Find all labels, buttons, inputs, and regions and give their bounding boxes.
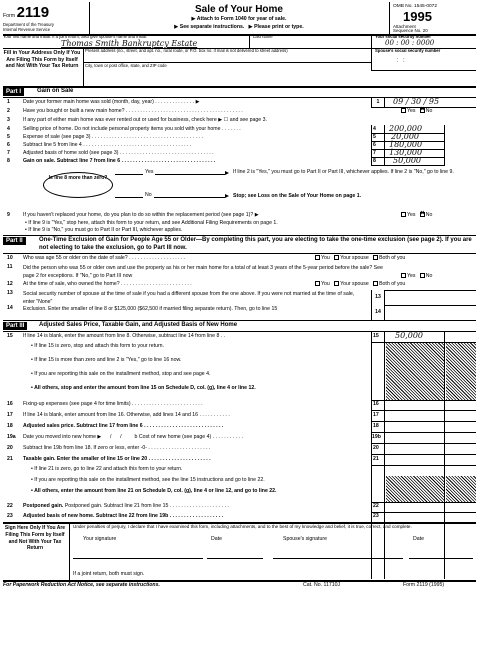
date-label: Date (211, 536, 222, 542)
if-yes-text: If line 2 is "Yes," you must go to Part II or Part III, whichever applies. If line 2 is "No," go to line 9. (233, 169, 454, 175)
part1-label: Part I (3, 88, 24, 96)
date2-label: Date (413, 536, 424, 542)
form-title: Sale of Your Home (195, 4, 283, 15)
decision-no: No (145, 192, 152, 198)
line9-bullet2: • If line 9 is "No," you must go to Part II or Part III, whichever applies. (25, 227, 183, 233)
line4-selling-price[interactable]: 200,000 (389, 124, 423, 133)
line21-text: Taxable gain. Enter the smaller of line 15 or line 20 . . . . . . . . . . . . . . . . . . . . . . (23, 456, 211, 462)
part2-title: One-Time Exclusion of Gain for People Age 55 or Older—By completing this part, you are electing to take the one-time exclusion (see page 2). If you are not electing to take the exclusion, go to Part III now. (39, 237, 472, 251)
line6-subtract[interactable]: 180,000 (389, 140, 423, 149)
line9-checkboxes: Yes × No (401, 212, 432, 219)
line2-checkboxes: Yes × No (401, 108, 432, 115)
line18-text: Adjusted sales price. Subtract line 17 from line 6 . . . . . . . . . . . . . . . . . . . . . . . . . . . . (23, 423, 224, 429)
form-number: 2119 (16, 4, 50, 21)
line12-text: At the time of sale, who owned the home? . . . . . . . . . . . . . . . . . . . . . . . . . (23, 281, 192, 287)
line9-no-checkbox[interactable] (420, 212, 425, 217)
line14-field[interactable] (385, 305, 476, 306)
address-field[interactable]: Present address (no., street, and apt. no., rural route, or P.O. box no. if mail is not delivered to street address) (85, 48, 288, 53)
attach-instruction: ▶ Attach to Form 1040 for year of sale. (191, 16, 287, 22)
spouse-signature-field[interactable] (273, 558, 403, 559)
department-text: Department of the Treasury (3, 22, 54, 27)
sequence-label: Sequence No. 20 (393, 28, 428, 33)
line12-both-checkbox[interactable] (373, 281, 378, 286)
line2-no-checkbox[interactable] (420, 108, 425, 113)
line15-text: If line 14 is blank, enter the amount from line 8. Otherwise, subtract line 14 from line 8 . . (23, 333, 226, 339)
part3-title: Adjusted Sales Price, Taxable Gain, and Adjusted Basis of New Home (39, 322, 238, 328)
ssn-label: Your social security number (375, 34, 432, 39)
line15-bullet1: • If line 15 is zero, stop and attach this form to your return. (31, 343, 165, 349)
line10-checkboxes: You Your spouse Both of you (315, 255, 405, 262)
spouse-ssn-label: Spouse's social security number (375, 48, 441, 53)
line14-text: Exclusion. Enter the smaller of line 8 or $125,000 ($62,500 if married filing separate return). Then, go to line 15 (23, 306, 278, 312)
penalties-statement: Under penalties of perjury, I declare that I have examined this form, including attachments, and to the best of my knowledge and belief, it is true, correct, and complete. (73, 524, 412, 529)
line10-text: Who was age 55 or older on the date of sale? . . . . . . . . . . . . . . . . . . . . (23, 255, 186, 261)
if-no-text: Stop; see Loss on the Sale of Your Home on page 1. (233, 193, 362, 199)
line10-you-checkbox[interactable] (315, 255, 320, 260)
line2-text: Have you bought or built a new main home? . . . . . . . . . . . . . . . . . . . . . . . . . . . . . . . . . . . . . . . . . (23, 108, 243, 114)
line10-both-checkbox[interactable] (373, 255, 378, 260)
line21-bullet2: • If you are reporting this sale on the installment method, see the line 15 instructions and go to line 22. (31, 477, 265, 483)
line11-yes-checkbox[interactable] (401, 273, 406, 278)
spouse-signature-label: Spouse's signature (283, 536, 327, 542)
line5-text: Expense of sale (see page 3) . . . . . . . . . . . . . . . . . . . . . . . . . . . . . . . . . . . . . . . (23, 134, 203, 140)
line8-text: Gain on sale. Subtract line 7 from line 6 . . . . . . . . . . . . . . . . . . . . . . . . . . . . . . . . . (23, 158, 216, 164)
line5-expense[interactable]: 20,000 (391, 132, 419, 141)
joint-return-note: If a joint return, both must sign. (73, 571, 145, 577)
line21-bullet1: • If line 21 is zero, go to line 22 and attach this form to your return. (31, 466, 183, 472)
attachment-label: Attachment (393, 24, 416, 29)
last-name-label: Last name (253, 34, 273, 39)
paperwork-notice: For Paperwork Reduction Act Notice, see separate instructions. (3, 582, 160, 588)
form-label (3, 4, 49, 21)
line22-text: Postponed gain. Postponed gain. Subtract line 21 from line 15 . . . . . . . . . . . . . . . . . . . . . (23, 503, 229, 509)
omb-number: OMB No. 1545-0072 (393, 4, 437, 9)
line9-yes-checkbox[interactable] (401, 212, 406, 217)
line8-decision: Is line 8 more than zero? (43, 172, 113, 198)
line20-text: Subtract line 19b from line 18. If zero or less, enter -0- . . . . . . . . . . . . . . . . . . . . . . (23, 445, 211, 451)
part1-title: Gain on Sale (37, 88, 74, 94)
line13-field[interactable] (385, 290, 476, 291)
decision-yes: Yes (145, 169, 154, 175)
line4-text: Selling price of home. Do not include personal property items you sold with your home . . . . . . . (23, 126, 241, 132)
line2-yes-checkbox[interactable] (401, 108, 406, 113)
line15-bullet2: • If line 15 is more than zero and line 2 is "Yes," go to line 16 now. (31, 357, 182, 363)
line21-bullet3: • All others, enter the amount from line 21 on Schedule D, col. (g), line 4 or line 12, and go to line 22. (31, 488, 277, 494)
line23-text: Adjusted basis of new home. Subtract line 22 from line 19b . . . . . . . . . . . . . . . . . . . (23, 513, 224, 519)
line10-spouse-checkbox[interactable] (334, 255, 339, 260)
your-signature-field[interactable] (73, 558, 203, 559)
tax-year: 1995 (403, 9, 432, 24)
your-signature-label: Your signature (83, 536, 117, 542)
name-label: Your first name and initial. If a joint return, also give spouse's name and initial. (3, 34, 148, 39)
spouse-ssn-field[interactable]: : : (393, 58, 405, 64)
line11-checkboxes: Yes No (401, 273, 432, 280)
line9-bullet1: • If line 9 is "Yes," stop here, attach this form to your return, and see Additional Filing Requirements on page 1. (25, 220, 278, 226)
catalog-number: Cat. No. 11710J (303, 582, 341, 588)
irs-text: Internal Revenue Service (3, 27, 51, 32)
line1-text: Date your former main home was sold (month, day, year) . . . . . . . . . . . . . . ▶ (23, 99, 200, 105)
form-2119-page: Form 2119 Department of the Treasury Internal Revenue Service Sale of Your Home ▶ Attach to Form 1040 for year of sale. ▶ See separate instructions. ▶ Please print or type. OMB No. 1545-0072 1995 Attachment Sequence No. 20 Your first name and initial. If a joint return, also give spouse's name and initial. Last name Your social security number Thomas Smith Bankruptcy Estate 00 : 00 : 0000 Fill in Your Address Only If You Are Filing This Form by Itself and Not With Your Tax Return Present address (no., street, and apt. no., rural route, or P.O. box no. if mail is not delivered to street address) Spouse's social security number : : City, town or post office, state, and ZIP code Part I Gain on Sale 1 Date your former main home was sold (month, day, year) . . . . . . . . . . . . . . ▶ 1 09 / 30 / 95 2 Have you bought or built a new main home? . . . . . . . . . . . . . . . . . . . . . . . . . . . . . . . . . . . . . . . . . Yes × No 3 If any part of either main home was ever rented out or used for business, check here ▶ ☐ and see page 3. 4 Selling price of home. Do not include personal property items you sold with your home . . . . . . . 5 Expense of sale (see page 3) . . . . . . . . . . . . . . . . . . . . . . . . . . . . . . . . . . . . . . . 6 Subtract line 5 from line 4 . . . . . . . . . . . . . . . . . . . . . . . . . . . . . . . . . . . . . . 7 Adjusted basis of home sold (see page 3) . . . . . . . . . . . . . . . . . . . . . . . . . . . . . . . . . 8 Gain on sale. Subtract line 7 from line 6 . . . . . . . . . . . . . . . . . . . . . . . . . . . . . . . . . 4 5 6 7 8 200,000 20,000 180,000 130,000 50,000 Is line 8 more than zero? Yes If line 2 is "Yes," you must go to Part II or Part III, whichever applies. If line 2 is "No," go to line 9. No Stop; see Loss on the Sale of Your Home on page 1. 9 If you haven't replaced your home, do you plan to do so within the replacement period (see page 1)? ▶ Yes × No • If line 9 is "Yes," stop here, attach this form to your return, and see Additional Filing Requirements on page 1. • If line 9 is "No," you must go to Part II or Part III, whichever applies. Part II One-Time Exclusion of Gain for People Age 55 or Older—By completing this part, you are electing to take the one-time exclusion (see page 2). If you are not electing to take the exclusion, go to Part III now. 10 Who was age 55 or older on the date of sale? . . . . . . . . . . . . . . . . . . . . You Your spouse Both of you 11 Did the person who was 55 or older own and use the property as his or her main home for a total of at least 3 years of the 5-year period before the sale? See page 2 for exceptions. If "No," go to Part III now Yes No 12 At the time of sale, who owned the home? . . . . . . . . . . . . . . . . . . . . . . . . . You Your spouse Both of you 13 Social security number of spouse at the time of sale if you had a different spouse from the one above. If you were not married at the time of sale, enter "None" 13 14 Exclusion. Enter the smaller of line 8 or $125,000 ($62,500 if married filing separate return). Then, go to line 15 14 Part III Adjusted Sales Price, Taxable Gain, and Adjusted Basis of New Home 15 If line 14 is blank, enter the amount from line 8. Otherwise, subtract line 14 from line 8 . . 15 50,000 • If line 15 is zero, stop and attach this form to your return. • If line 15 is more than zero and line 2 is "Yes," go to line 16 now. • If you are reporting this sale on the installment method, stop and see page 4. • All others, stop and enter the amount from line 15 on Schedule D, col. (g), line 4 or line 12. 16 Fixing-up expenses (see page 4 for time limits) . . . . . . . . . . . . . . . . . . . . . . . . . 16 17 If line 14 is blank, enter amount from line 16. Otherwise, add lines 14 and 16 . . . . . . . . . . . 17 18 Adjusted sales price. Subtract line 17 from line 6 . . . . . . . . . . . . . . . . . . . . . . . . . . . . 18 19a Date you moved into new home ▶ / / b Cost of new home (see page 4) . . . . . . . . . . . 19b 20 Subtract line 19b from line 18. If zero or less, enter -0- . . . . . . . . . . . . . . . . . . . . . . 20 21 Taxable gain. Enter the smaller of line 15 or line 20 . . . . . . . . . . . . . . . . . . . . . . 21 • If line 21 is zero, go to line 22 and attach this form to your return. • If you are reporting this sale on the installment method, see the line 15 instructions and go to line 22. • All others, enter the amount from line 21 on Schedule D, col. (g), line 4 or line 12, and go to line 22. 22 Postponed gain. Postponed gain. Subtract line 21 from line 15 . . . . . . . . . . . . . . . . . . . . . 22 23 Adjusted basis of new home. Subtract line 22 from line 19b . . . . . . . . . . . . . . . . . . . 23 Sign Here Only If You Are Filing This Form by Itself and Not With Your Tax Return Under penalties of perjury, I declare that I have examined this form, including attachments, and to the best of my knowledge and belief, it is true, correct, and complete. Your signature Date Spouse's signature Date If a joint return, both must sign. For Paperwork Reduction Act Notice, see separate instructions. Cat. No. 11710J Form 2119 (1995) (3, 2, 476, 658)
line15-amount[interactable]: 50,000 (395, 331, 423, 340)
taxpayer-name-field[interactable]: Thomas Smith Bankruptcy Estate (61, 39, 198, 48)
line15-bullet4: • All others, stop and enter the amount from line 15 on Schedule D, col. (g), line 4 or line 12. (31, 385, 256, 391)
line8-gain[interactable]: 50,000 (393, 156, 421, 165)
line13-text: Social security number of spouse at the time of sale if you had a different spouse from the one above. If you were not married at the time of sale, enter "None" (23, 291, 355, 305)
line1-date-sold[interactable]: 09 / 30 / 95 (393, 97, 440, 106)
line12-spouse-checkbox[interactable] (334, 281, 339, 286)
line9-text: If you haven't replaced your home, do you plan to do so within the replacement period (see page 1)? ▶ (23, 212, 259, 218)
form-footer-id: Form 2119 (1995) (403, 582, 445, 588)
line7-adjusted-basis[interactable]: 130,000 (389, 148, 423, 157)
line12-you-checkbox[interactable] (315, 281, 320, 286)
ssn-field[interactable]: 00 : 00 : 0000 (385, 39, 435, 47)
line17-text: If line 14 is blank, enter amount from line 16. Otherwise, add lines 14 and 16 . . . . . . . . . . . (23, 412, 230, 418)
fill-in-address-note: Fill in Your Address Only If You Are Filing This Form by Itself and Not With Your Tax Return (3, 50, 81, 69)
line15-bullet3: • If you are reporting this sale on the installment method, stop and see page 4. (31, 371, 211, 377)
date2-field[interactable] (409, 558, 473, 559)
part3-label: Part III (3, 322, 27, 330)
line7-text: Adjusted basis of home sold (see page 3) . . . . . . . . . . . . . . . . . . . . . . . . . . . . . . . . . (23, 150, 214, 156)
part2-label: Part II (3, 237, 26, 245)
line11-no-checkbox[interactable] (420, 273, 425, 278)
print-instruction: ▶ See separate instructions. ▶ Please print or type. (174, 24, 304, 30)
line6-text: Subtract line 5 from line 4 . . . . . . . . . . . . . . . . . . . . . . . . . . . . . . . . . . . . . . (23, 142, 192, 148)
line11-text: Did the person who was 55 or older own and use the property as his or her main home for a total of at least 3 years of the 5-year period before the sale? See page 2 for exceptions. If "No," go to Part III now (23, 265, 383, 279)
sign-here-note: Sign Here Only If You Are Filing This Form by Itself and Not With Your Tax Return (4, 525, 66, 552)
line19a-text: Date you moved into new home ▶ / / b Cost of new home (see page 4) . . . . . . . . . . . (23, 434, 243, 440)
city-field[interactable]: City, town or post office, state, and ZIP code (85, 63, 167, 68)
line12-checkboxes: You Your spouse Both of you (315, 281, 405, 288)
form-word: Form (3, 13, 16, 19)
line16-text: Fixing-up expenses (see page 4 for time limits) . . . . . . . . . . . . . . . . . . . . . . . . . (23, 401, 203, 407)
line3-text: If any part of either main home was ever rented out or used for business, check here ▶ ☐ and see page 3. (23, 117, 267, 123)
date-field[interactable] (207, 558, 263, 559)
